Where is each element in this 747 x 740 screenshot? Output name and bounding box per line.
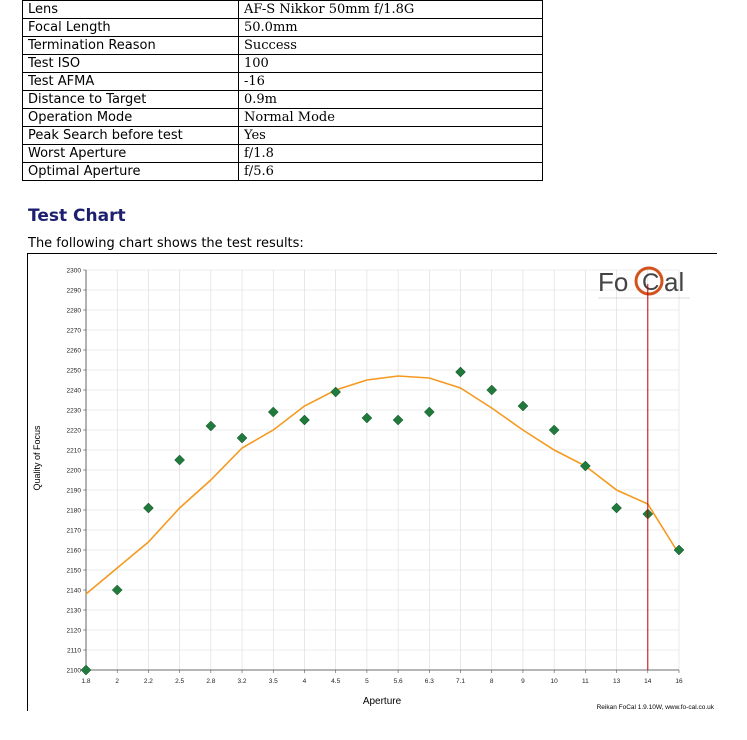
credit-text: Reikan FoCal 1.9.10W, www.fo-cal.co.uk [596, 704, 714, 711]
y-tick-label: 2140 [66, 587, 81, 595]
param-value: -16 [239, 73, 543, 91]
y-tick-label: 2280 [66, 307, 81, 315]
param-row [23, 73, 543, 91]
y-tick-label: 2230 [66, 407, 81, 415]
param-key: Distance to Target [23, 91, 239, 109]
param-value: Yes [239, 127, 543, 145]
parameters-table [22, 0, 543, 181]
test-chart [27, 253, 717, 711]
focal-logo [598, 267, 690, 298]
x-tick-label: 11 [581, 678, 589, 685]
y-tick-label: 2120 [66, 627, 81, 635]
param-key: Termination Reason [23, 37, 239, 55]
param-value: 50.0mm [239, 19, 543, 37]
y-tick-label: 2290 [66, 287, 81, 295]
y-tick-label: 2170 [66, 527, 81, 535]
x-tick-label: 5 [365, 678, 369, 685]
x-tick-label: 2.8 [206, 678, 216, 685]
y-tick-label: 2130 [66, 607, 81, 615]
param-row [23, 109, 543, 127]
x-tick-label: 6.3 [424, 678, 434, 685]
x-tick-label: 2.2 [143, 678, 153, 685]
x-tick-label: 10 [550, 678, 558, 685]
x-tick-label: 3.5 [268, 678, 278, 685]
param-row [23, 1, 543, 19]
y-tick-label: 2160 [66, 547, 81, 555]
logo-text-b: C [642, 269, 660, 296]
param-value: f/5.6 [239, 163, 543, 181]
x-tick-label: 5.6 [393, 678, 403, 685]
param-value: Success [239, 37, 543, 55]
param-value: 0.9m [239, 91, 543, 109]
param-row [23, 127, 543, 145]
y-tick-label: 2100 [66, 667, 81, 675]
param-row [23, 55, 543, 73]
y-axis-label: Quality of Focus [32, 425, 42, 491]
y-tick-label: 2240 [66, 387, 81, 395]
chart-svg [28, 254, 718, 712]
x-tick-label: 13 [612, 678, 621, 685]
y-tick-label: 2110 [67, 647, 81, 655]
y-tick-label: 2260 [66, 347, 81, 355]
y-tick-label: 2300 [66, 267, 81, 275]
param-key: Optimal Aperture [23, 163, 239, 181]
y-tick-label: 2190 [66, 487, 81, 495]
x-axis-label: Aperture [362, 696, 402, 707]
param-key: Focal Length [23, 19, 239, 37]
y-tick-label: 2220 [66, 427, 81, 435]
intro-text: The following chart shows the test results: [28, 236, 304, 251]
x-tick-label: 4.5 [331, 678, 341, 685]
param-row [23, 19, 543, 37]
param-key: Operation Mode [23, 109, 239, 127]
x-tick-label: 2.5 [175, 678, 185, 685]
x-tick-label: 8 [489, 678, 494, 685]
param-key: Test AFMA [23, 73, 239, 91]
param-row [23, 163, 543, 181]
param-row [23, 37, 543, 55]
x-tick-label: 2 [115, 678, 120, 685]
y-tick-label: 2200 [66, 467, 81, 475]
y-tick-label: 2270 [66, 327, 81, 335]
y-tick-label: 2210 [66, 447, 81, 455]
param-key: Lens [23, 1, 239, 19]
param-value: Normal Mode [239, 109, 543, 127]
logo-text-a: Fo [598, 267, 629, 297]
param-key: Peak Search before test [23, 127, 239, 145]
param-key: Test ISO [23, 55, 239, 73]
x-tick-label: 14 [644, 678, 652, 685]
y-tick-label: 2250 [66, 367, 81, 375]
param-key: Worst Aperture [23, 145, 239, 163]
x-tick-label: 16 [675, 678, 683, 685]
param-row [23, 91, 543, 109]
y-tick-label: 2180 [66, 507, 81, 515]
x-tick-label: 3.2 [237, 678, 247, 685]
y-tick-label: 2150 [66, 567, 81, 575]
x-tick-label: 4 [302, 678, 307, 685]
x-tick-label: 9 [521, 678, 525, 685]
param-value: AF-S Nikkor 50mm f/1.8G [239, 1, 543, 19]
section-title: Test Chart [28, 206, 126, 226]
param-value: 100 [239, 55, 543, 73]
param-value: f/1.8 [239, 145, 543, 163]
param-row [23, 145, 543, 163]
x-tick-label: 1.8 [81, 678, 91, 685]
logo-text-c: al [664, 267, 685, 297]
x-tick-label: 7.1 [456, 678, 466, 685]
